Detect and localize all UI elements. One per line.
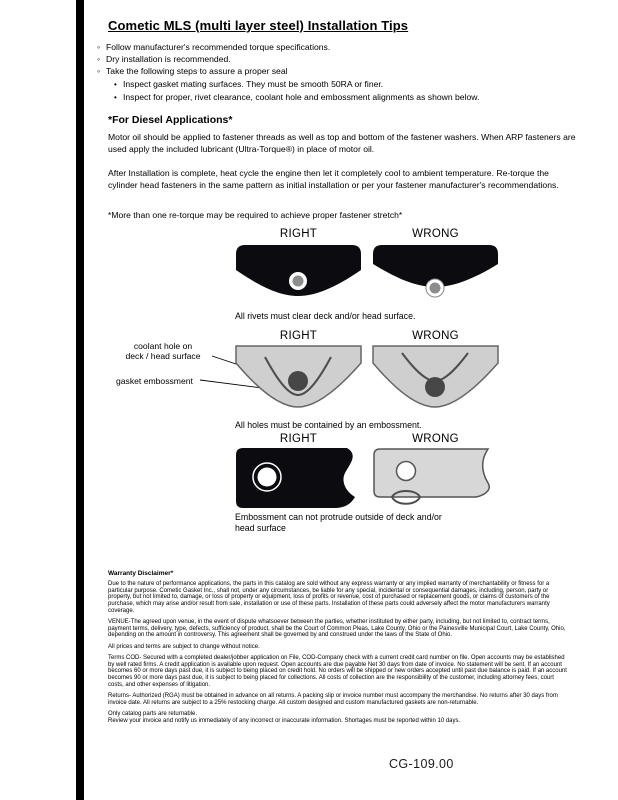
row1-wrong-label: WRONG (412, 228, 459, 240)
row2-right-label: RIGHT (279, 330, 318, 342)
row1-right-label: RIGHT (279, 228, 318, 240)
row2-wrong-label: WRONG (412, 330, 459, 342)
row2-caption: All holes must be contained by an embossment. (235, 420, 422, 430)
list-item (97, 65, 579, 77)
coolant-callout-label: coolant hole on deck / head surface (125, 341, 201, 361)
row3-caption: Embossment can not protrude outside of deck and/or head surface (235, 512, 442, 533)
list-item (114, 78, 579, 91)
warranty-text-block (108, 581, 570, 729)
open-bullet-icon: ◦ (97, 66, 101, 77)
tip-text: Dry installation is recommended. (106, 54, 231, 65)
list-item (97, 41, 579, 53)
filled-bullet-icon: • (114, 92, 117, 102)
diesel-paragraph-2: After Installation is complete, heat cycle the engine then let it completely cool to ambient temperature. Re-torque the cylinder head fasteners in the same pattern as initial installation or per your fastener manufacturer's recommendations. (108, 168, 559, 190)
warranty-paragraph: Terms COD- Secured with a completed dealer/jobber application on File, COD-Company check with a current credit card number on file. Open accounts may be established by well rated firms. A credit application is available upon request. Open accounts are due payable Net 30 days from date of invoice. No statement will be sent. If an account becomes 60 or more days past due, it is subject to being placed on credit hold. No orders will be shipped or new orders accepted until past due balance is paid. If an account becomes 90 or more days past due, it is subject to being placed for collections. All costs of collection are the responsibility of the customer, including attorney fees, court costs, and other expenses of litigation. (108, 654, 567, 688)
rivet-wrong-diagram (372, 244, 499, 306)
diesel-applications-heading: *For Diesel Applications* (108, 114, 233, 126)
warranty-paragraph: Only catalog parts are returnable. (108, 710, 198, 717)
filled-bullet-icon: • (114, 79, 117, 89)
tip-text: Inspect for proper, rivet clearance, coolant hole and embossment alignments as shown below. (123, 91, 480, 102)
open-bullet-icon: ◦ (97, 54, 101, 65)
page-title: Cometic MLS (multi layer steel) Installation Tips (108, 18, 409, 33)
embossment-callout-label: gasket embossment (116, 376, 193, 386)
coolant-wrong-diagram (372, 345, 499, 417)
coolant-right-diagram (235, 345, 362, 417)
page-code: CG-109.00 (389, 757, 454, 771)
retorque-note: *More than one re-torque may be required to achieve proper fastener stretch* (108, 210, 403, 220)
left-border-bar (76, 0, 84, 800)
open-bullet-icon: ◦ (97, 42, 101, 52)
diesel-paragraph-1: Motor oil should be applied to fastener threads as well as top and bottom of the fastener washers. When ARP fasteners are used apply the included lubricant (Ultra-Torque®) in place of motor oil. (108, 132, 576, 154)
tip-text: Take the following steps to assure a proper seal (106, 66, 288, 77)
row1-caption: All rivets must clear deck and/or head surface. (235, 311, 416, 321)
list-item (97, 53, 579, 65)
warranty-paragraph: All prices and terms are subject to change without notice. (108, 643, 260, 650)
rivet-right-diagram (235, 244, 362, 306)
warranty-paragraph: Due to the nature of performance applications, the parts in this catalog are sold without any express warranty or any implied warranty of merchantability or fitness for a particular purpose. Cometic Gasket Inc., shall not, under any circumstances, be liable for any special, incidental or consequential damages, including, person, party or property, but not limited to, damage, or loss of property or equipment, loss of profits or revenue, cost of purchased or replacement goods, or claims of customers of the purchase, which may arise and/or result from sale, installation or use of these parts. Installation of these parts could adversely affect the motor manufacturers warranty coverage. (108, 581, 550, 614)
row3-right-label: RIGHT (279, 433, 318, 445)
list-item (114, 91, 579, 104)
tip-text: Follow manufacturer's recommended torque specifications. (106, 42, 331, 52)
embossment-right-diagram (235, 447, 362, 509)
warranty-paragraph: Review your invoice and notify us immediately of any incorrect or inaccurate information. Shortages must be reported within 10 days. (108, 717, 461, 724)
warranty-heading: Warranty Disclaimer* (108, 570, 174, 577)
warranty-paragraph: Returns- Authorized (RGA) must be obtained in advance on all returns. A packing slip or invoice number must accompany the merchandise. No returns after 30 days from invoice date. All returns are subject to a 25% restocking charge. All custom designed and custom manufactured gaskets are non-returnable. (108, 692, 558, 706)
tip-text: Inspect gasket mating surfaces. They must be smooth 50RA or finer. (123, 78, 384, 89)
row3-wrong-label: WRONG (412, 433, 459, 445)
tips-list (97, 41, 579, 104)
warranty-paragraph: VENUE-The agreed upon venue, in the event of dispute whatsoever between the parties, whether instituted by either party, including, but not limited to, contract terms, payment terms, delivery, type, defects, sufficiency of product, shall be the Court of Common Pleas, Lake County, Ohio or the Painesville Municipal Court, Lake County, Ohio, depending on the amount in controversy. This agreement shall be governed by and construed under the laws of the State of Ohio. (108, 619, 566, 639)
embossment-wrong-diagram (372, 447, 499, 509)
